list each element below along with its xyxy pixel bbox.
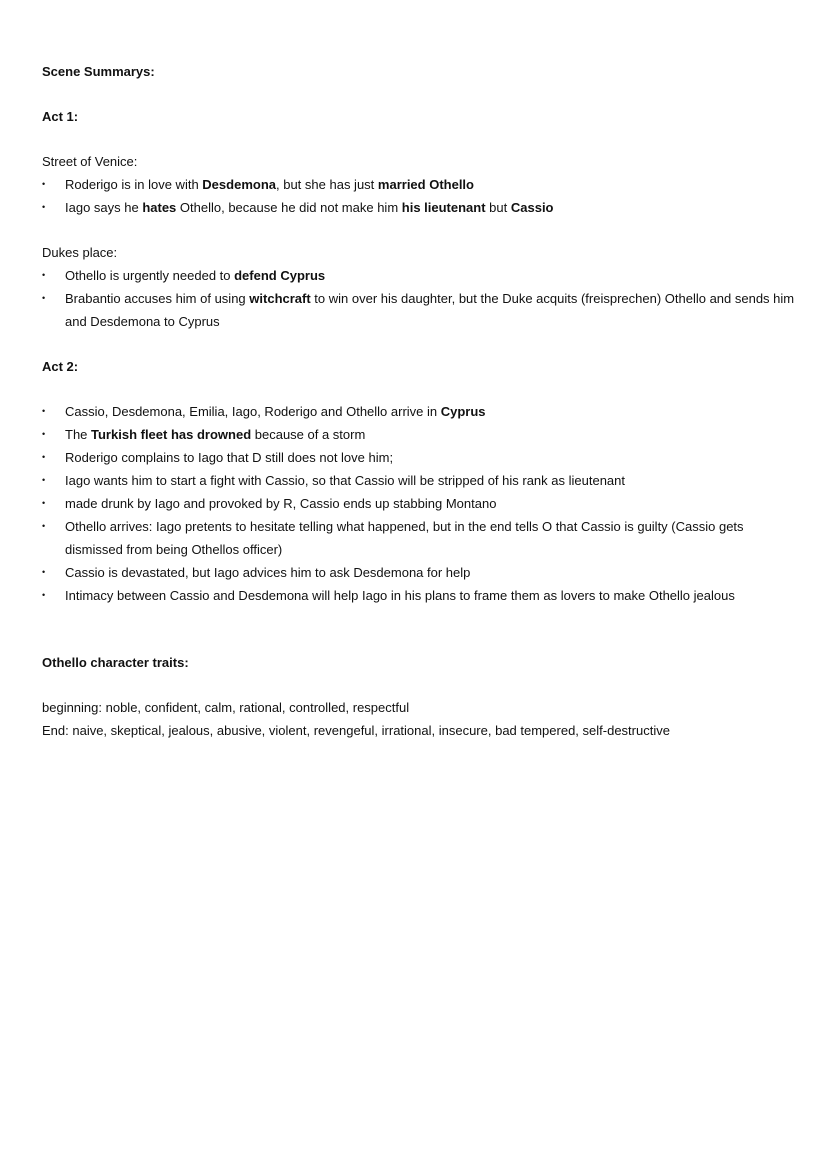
- street-of-venice-label: Street of Venice:: [42, 154, 138, 169]
- list-item: [42, 287, 802, 333]
- text-run: Othello arrives: Iago pretents to hesitate telling what happened, but in the end tells O that Cassio is guilty (Cassio gets dismissed from being Othellos officer): [65, 519, 744, 557]
- street-of-venice-list: [42, 173, 802, 219]
- act2-heading: Act 2:: [42, 359, 79, 374]
- text-run: Brabantio accuses him of using: [65, 291, 250, 306]
- bold-text: witchcraft: [249, 291, 311, 306]
- traits-end: End: naive, skeptical, jealous, abusive, violent, revengeful, irrational, insecure, bad tempered, self-destructive: [42, 723, 670, 738]
- list-item: [42, 196, 802, 219]
- bold-text: defend Cyprus: [234, 268, 326, 283]
- text-run: Cassio is devastated, but Iago advices him to ask Desdemona for help: [65, 565, 471, 580]
- text-run: Iago says he: [65, 200, 143, 215]
- bold-text: married Othello: [377, 177, 474, 192]
- list-item: [42, 492, 802, 515]
- list-item: [42, 561, 802, 584]
- text-run: to win over his daughter, but the Duke acquits (freisprechen) Othello and sends him and Desdemona to Cyprus: [65, 291, 795, 329]
- text-run: Cassio, Desdemona, Emilia, Iago, Roderigo and Othello arrive in: [65, 404, 441, 419]
- act2-list: [42, 400, 802, 607]
- text-run: Intimacy between Cassio and Desdemona will help Iago in his plans to frame them as lovers to make Othello jealous: [65, 588, 735, 603]
- text-run: Othello, because he did not make him: [176, 200, 402, 215]
- list-item: [42, 423, 802, 446]
- bold-text: his lieutenant: [401, 200, 486, 215]
- list-item: [42, 584, 802, 607]
- bold-text: Cyprus: [440, 404, 486, 419]
- dukes-place-label: Dukes place:: [42, 245, 118, 260]
- text-run: Roderigo complains to Iago that D still does not love him;: [65, 450, 394, 465]
- bold-text: Turkish fleet has drowned: [91, 427, 252, 442]
- traits-beginning: beginning: noble, confident, calm, rational, controlled, respectful: [42, 700, 410, 715]
- page-title: Scene Summarys:: [42, 64, 155, 79]
- text-run: The: [65, 427, 92, 442]
- text-run: Othello is urgently needed to: [65, 268, 235, 283]
- text-run: but: [485, 200, 511, 215]
- text-run: Roderigo is in love with: [65, 177, 203, 192]
- bold-text: hates: [142, 200, 177, 215]
- list-item: [42, 264, 802, 287]
- list-item: [42, 469, 802, 492]
- list-item: [42, 515, 802, 561]
- text-run: because of a storm: [251, 427, 366, 442]
- list-item: [42, 173, 802, 196]
- text-run: made drunk by Iago and provoked by R, Cassio ends up stabbing Montano: [65, 496, 497, 511]
- act1-heading: Act 1:: [42, 109, 79, 124]
- bold-text: Cassio: [510, 200, 554, 215]
- dukes-place-list: [42, 264, 802, 333]
- traits-heading: Othello character traits:: [42, 655, 189, 670]
- list-item: [42, 400, 802, 423]
- text-run: , but she has just: [276, 177, 378, 192]
- text-run: Iago wants him to start a fight with Cassio, so that Cassio will be stripped of his rank as lieutenant: [65, 473, 625, 488]
- list-item: [42, 446, 802, 469]
- bold-text: Desdemona: [202, 177, 276, 192]
